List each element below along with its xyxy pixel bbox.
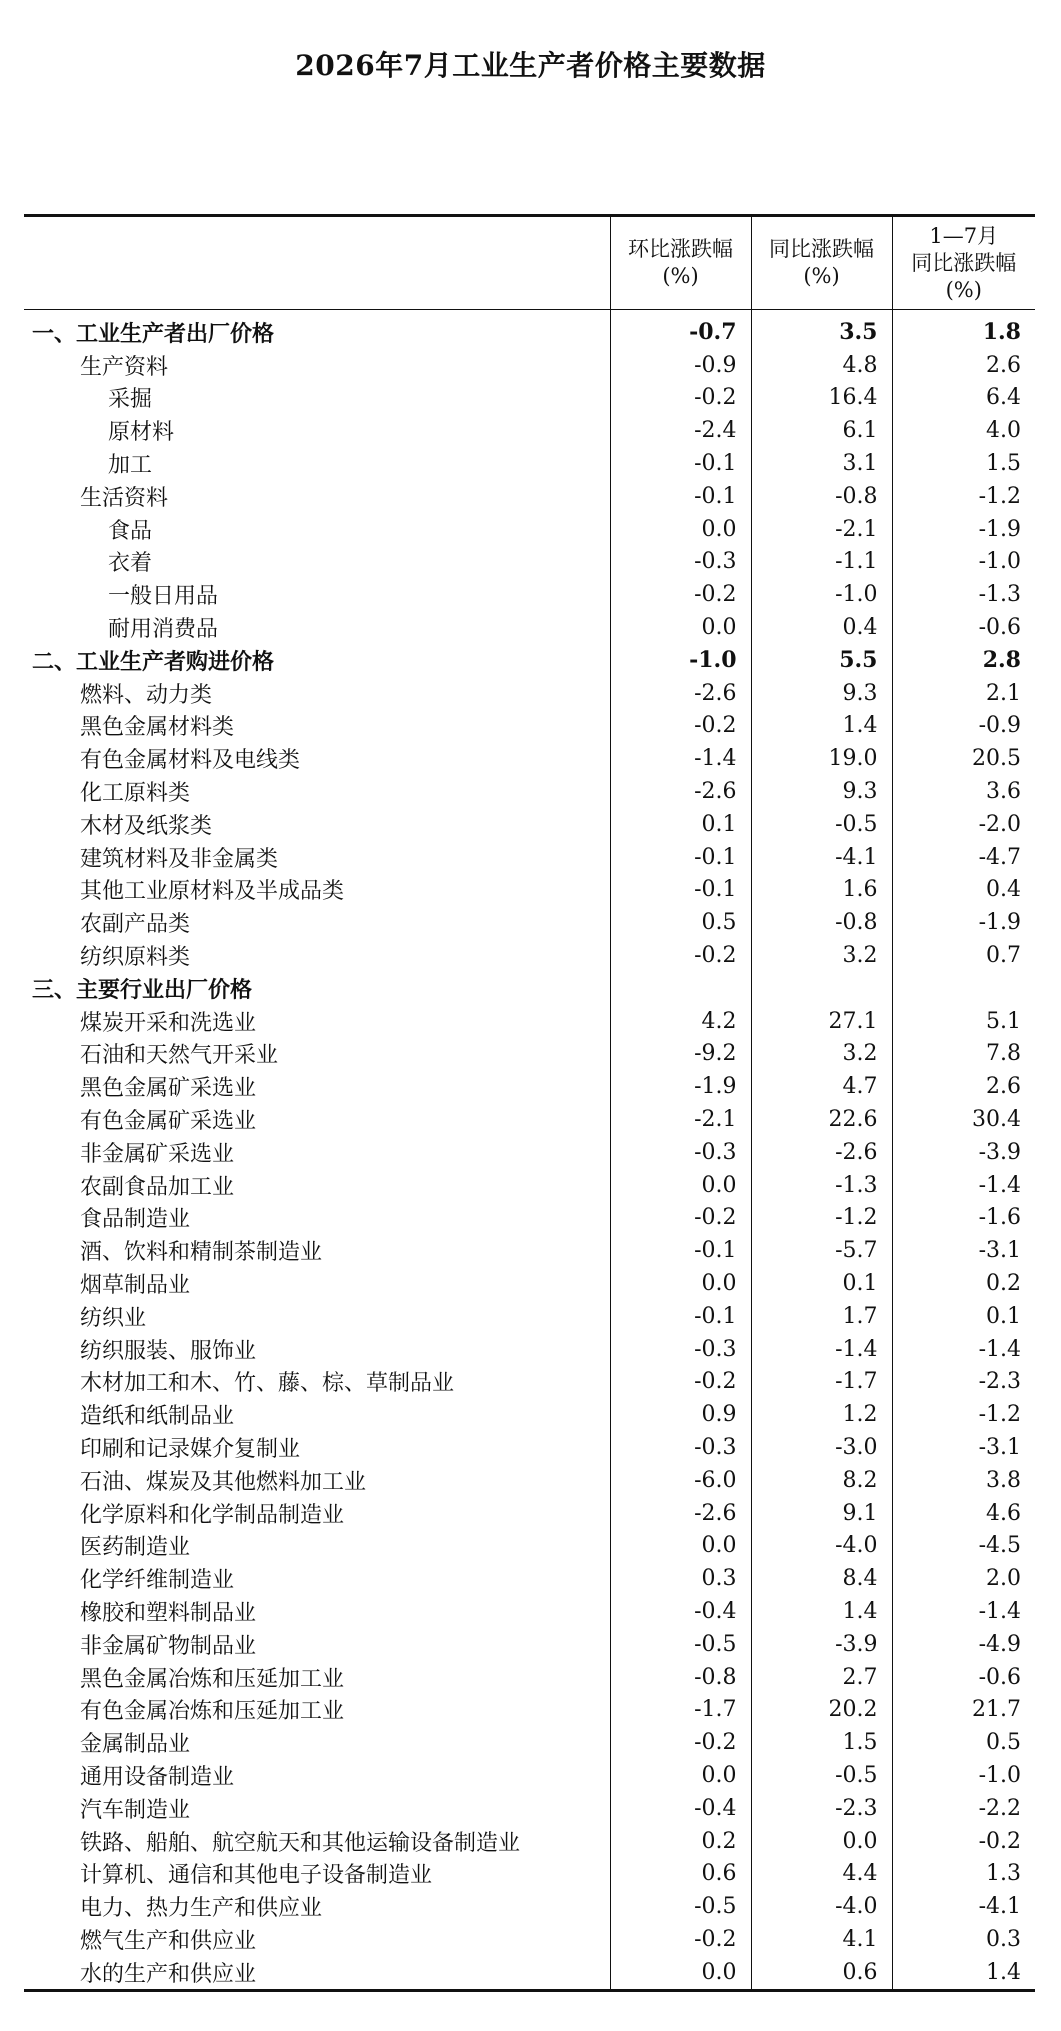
row-label: 农副产品类 (80, 912, 191, 938)
yoy-change-cell: 0.0 (751, 1825, 892, 1858)
row-label: 有色金属矿采选业 (80, 1109, 257, 1135)
header-blank-cell (24, 216, 610, 310)
mom-change-cell: -0.1 (610, 1300, 751, 1333)
ytd-change-cell: -3.1 (892, 1431, 1035, 1464)
ytd-change-cell: 1.8 (892, 310, 1035, 349)
row-label: 建筑材料及非金属类 (80, 846, 279, 872)
yoy-change-cell: -2.6 (751, 1136, 892, 1169)
table-row (24, 1923, 1035, 1956)
table-row (24, 1103, 1035, 1136)
table-row (24, 1857, 1035, 1890)
row-label: 非金属矿采选业 (80, 1141, 235, 1167)
ytd-change-cell: 7.8 (892, 1038, 1035, 1071)
mom-change-cell: -2.6 (610, 1497, 751, 1530)
row-label: 化学纤维制造业 (80, 1568, 235, 1594)
mom-change-cell: -0.2 (610, 578, 751, 611)
row-label: 非金属矿物制品业 (80, 1633, 257, 1659)
table-row (24, 1890, 1035, 1923)
table-row (24, 1726, 1035, 1759)
mom-change-cell: 0.0 (610, 1759, 751, 1792)
header-ytd-label: 同比涨跌幅 (911, 250, 1017, 275)
header-mom-change (610, 216, 751, 310)
yoy-change-cell: 16.4 (751, 382, 892, 415)
mom-change-cell: -1.0 (610, 644, 751, 677)
mom-change-cell: -0.7 (610, 310, 751, 349)
row-label: 有色金属冶炼和压延加工业 (80, 1699, 345, 1725)
ytd-change-cell (892, 972, 1035, 1005)
yoy-change-cell: 3.2 (751, 1038, 892, 1071)
table-row (24, 742, 1035, 775)
ytd-change-cell: -4.1 (892, 1890, 1035, 1923)
header-ytd-change (892, 216, 1035, 310)
ytd-change-cell: 0.4 (892, 874, 1035, 907)
header-ytd-period: 1—7月 (929, 223, 999, 248)
yoy-change-cell: -0.5 (751, 808, 892, 841)
yoy-change-cell: 27.1 (751, 1005, 892, 1038)
mom-change-cell: -0.2 (610, 1726, 751, 1759)
ytd-change-cell: 1.5 (892, 447, 1035, 480)
row-label: 原材料 (108, 420, 175, 446)
ytd-change-cell: 4.6 (892, 1497, 1035, 1530)
table-row (24, 1792, 1035, 1825)
yoy-change-cell: 1.4 (751, 710, 892, 743)
mom-change-cell: -2.1 (610, 1103, 751, 1136)
mom-change-cell: 0.0 (610, 513, 751, 546)
table-row (24, 939, 1035, 972)
row-label: 食品制造业 (80, 1207, 191, 1233)
ytd-change-cell: 2.8 (892, 644, 1035, 677)
mom-change-cell: -0.9 (610, 349, 751, 382)
mom-change-cell: 0.0 (610, 1267, 751, 1300)
ytd-change-cell: -1.2 (892, 1398, 1035, 1431)
table-row (24, 447, 1035, 480)
ytd-change-cell: -3.1 (892, 1234, 1035, 1267)
page-title: 2026年7月工业生产者价格主要数据 (295, 49, 766, 82)
table-row (24, 906, 1035, 939)
mom-change-cell (610, 972, 751, 1005)
yoy-change-cell: 9.3 (751, 775, 892, 808)
ytd-change-cell: 2.0 (892, 1562, 1035, 1595)
ytd-change-cell: -4.7 (892, 841, 1035, 874)
table-row (24, 611, 1035, 644)
ytd-change-cell: 1.4 (892, 1956, 1035, 1990)
yoy-change-cell: 2.7 (751, 1661, 892, 1694)
mom-change-cell: -1.7 (610, 1693, 751, 1726)
yoy-change-cell: 22.6 (751, 1103, 892, 1136)
yoy-change-cell: -0.5 (751, 1759, 892, 1792)
row-label: 计算机、通信和其他电子设备制造业 (80, 1863, 433, 1889)
yoy-change-cell: -4.0 (751, 1529, 892, 1562)
yoy-change-cell: 1.6 (751, 874, 892, 907)
row-label: 煤炭开采和洗选业 (80, 1010, 257, 1036)
mom-change-cell: -6.0 (610, 1464, 751, 1497)
header-yoy-label: 同比涨跌幅 (769, 237, 874, 261)
yoy-change-cell: -2.3 (751, 1792, 892, 1825)
mom-change-cell: -0.3 (610, 1431, 751, 1464)
table-row (24, 1202, 1035, 1235)
mom-change-cell: -0.2 (610, 382, 751, 415)
ytd-change-cell: -1.4 (892, 1169, 1035, 1202)
row-label: 化工原料类 (80, 781, 191, 807)
ytd-change-cell: -2.0 (892, 808, 1035, 841)
table-row (24, 1038, 1035, 1071)
yoy-change-cell: -3.0 (751, 1431, 892, 1464)
mom-change-cell: -0.1 (610, 480, 751, 513)
mom-change-cell: -0.3 (610, 1333, 751, 1366)
row-label: 通用设备制造业 (80, 1764, 235, 1790)
yoy-change-cell: 6.1 (751, 414, 892, 447)
table-row (24, 710, 1035, 743)
ytd-change-cell: 0.5 (892, 1726, 1035, 1759)
row-label: 一般日用品 (108, 584, 219, 610)
ytd-change-cell: 21.7 (892, 1693, 1035, 1726)
ytd-change-cell: -0.6 (892, 611, 1035, 644)
mom-change-cell: -0.1 (610, 874, 751, 907)
ytd-change-cell: 5.1 (892, 1005, 1035, 1038)
table-row (24, 1693, 1035, 1726)
ytd-change-cell: 2.6 (892, 1070, 1035, 1103)
mom-change-cell: 0.6 (610, 1857, 751, 1890)
mom-change-cell: 4.2 (610, 1005, 751, 1038)
yoy-change-cell: 0.1 (751, 1267, 892, 1300)
row-label: 食品 (108, 518, 153, 544)
table-row (24, 480, 1035, 513)
table-row (24, 513, 1035, 546)
table-row (24, 1234, 1035, 1267)
yoy-change-cell: -0.8 (751, 480, 892, 513)
ytd-change-cell: -2.2 (892, 1792, 1035, 1825)
yoy-change-cell: -2.1 (751, 513, 892, 546)
yoy-change-cell: -1.7 (751, 1366, 892, 1399)
mom-change-cell: -0.4 (610, 1792, 751, 1825)
table-row (24, 1136, 1035, 1169)
ytd-change-cell: 2.1 (892, 677, 1035, 710)
ytd-change-cell: -4.5 (892, 1529, 1035, 1562)
table-row (24, 1497, 1035, 1530)
yoy-change-cell: 3.2 (751, 939, 892, 972)
ytd-change-cell: 0.2 (892, 1267, 1035, 1300)
row-label: 汽车制造业 (80, 1797, 191, 1823)
mom-change-cell: -0.8 (610, 1661, 751, 1694)
ytd-change-cell: -3.9 (892, 1136, 1035, 1169)
mom-change-cell: -0.5 (610, 1628, 751, 1661)
table-row (24, 1956, 1035, 1990)
row-label: 石油、煤炭及其他燃料加工业 (80, 1469, 367, 1495)
yoy-change-cell: 8.2 (751, 1464, 892, 1497)
table-row (24, 677, 1035, 710)
ytd-change-cell: -0.2 (892, 1825, 1035, 1858)
ytd-change-cell: -1.0 (892, 1759, 1035, 1792)
yoy-change-cell: -3.9 (751, 1628, 892, 1661)
mom-change-cell: -2.6 (610, 677, 751, 710)
yoy-change-cell: 0.6 (751, 1956, 892, 1990)
yoy-change-cell: 4.7 (751, 1070, 892, 1103)
header-mom-label: 环比涨跌幅 (628, 237, 733, 261)
row-label: 电力、热力生产和供应业 (80, 1896, 323, 1922)
table-row (24, 972, 1035, 1005)
row-label: 加工 (108, 453, 153, 479)
yoy-change-cell: 9.1 (751, 1497, 892, 1530)
yoy-change-cell: -1.1 (751, 546, 892, 579)
ytd-change-cell: 0.7 (892, 939, 1035, 972)
yoy-change-cell: -0.8 (751, 906, 892, 939)
table-row (24, 382, 1035, 415)
ytd-change-cell: -1.4 (892, 1595, 1035, 1628)
yoy-change-cell: -4.1 (751, 841, 892, 874)
row-label: 三、主要行业出厂价格 (32, 976, 253, 1003)
table-row (24, 874, 1035, 907)
row-label: 酒、饮料和精制茶制造业 (80, 1240, 323, 1266)
row-label: 黑色金属冶炼和压延加工业 (80, 1666, 345, 1692)
ytd-change-cell: -1.4 (892, 1333, 1035, 1366)
yoy-change-cell: 4.1 (751, 1923, 892, 1956)
row-label: 采掘 (108, 387, 153, 413)
mom-change-cell: -0.1 (610, 841, 751, 874)
row-label: 造纸和纸制品业 (80, 1404, 235, 1430)
ytd-change-cell: -1.9 (892, 513, 1035, 546)
row-label: 耐用消费品 (108, 617, 219, 643)
header-yoy-unit: (%) (803, 264, 840, 288)
yoy-change-cell: 1.2 (751, 1398, 892, 1431)
yoy-change-cell: -1.0 (751, 578, 892, 611)
ytd-change-cell: -1.2 (892, 480, 1035, 513)
table-row (24, 1398, 1035, 1431)
ytd-change-cell: 30.4 (892, 1103, 1035, 1136)
ytd-change-cell: -0.9 (892, 710, 1035, 743)
row-label: 农副食品加工业 (80, 1174, 235, 1200)
row-label: 黑色金属材料类 (80, 715, 235, 741)
yoy-change-cell: -1.2 (751, 1202, 892, 1235)
ytd-change-cell: 0.1 (892, 1300, 1035, 1333)
ytd-change-cell: -1.6 (892, 1202, 1035, 1235)
row-label: 一、工业生产者出厂价格 (32, 320, 275, 347)
mom-change-cell: -0.2 (610, 1366, 751, 1399)
row-label: 纺织业 (80, 1305, 147, 1331)
row-label: 医药制造业 (80, 1535, 191, 1561)
ytd-change-cell: -1.9 (892, 906, 1035, 939)
yoy-change-cell: 4.8 (751, 349, 892, 382)
table-row (24, 808, 1035, 841)
table-row (24, 1595, 1035, 1628)
ytd-change-cell: -1.3 (892, 578, 1035, 611)
row-label: 木材加工和木、竹、藤、棕、草制品业 (80, 1371, 455, 1397)
mom-change-cell: 0.0 (610, 1956, 751, 1990)
mom-change-cell: -0.1 (610, 447, 751, 480)
ytd-change-cell: 6.4 (892, 382, 1035, 415)
yoy-change-cell: 1.5 (751, 1726, 892, 1759)
table-row (24, 310, 1035, 349)
mom-change-cell: -0.2 (610, 710, 751, 743)
table-row (24, 1759, 1035, 1792)
mom-change-cell: -0.2 (610, 1202, 751, 1235)
ytd-change-cell: 20.5 (892, 742, 1035, 775)
mom-change-cell: -9.2 (610, 1038, 751, 1071)
table-row (24, 546, 1035, 579)
mom-change-cell: -0.2 (610, 939, 751, 972)
table-row (24, 1070, 1035, 1103)
mom-change-cell: 0.1 (610, 808, 751, 841)
mom-change-cell: 0.5 (610, 906, 751, 939)
ytd-change-cell: 2.6 (892, 349, 1035, 382)
mom-change-cell: 0.0 (610, 611, 751, 644)
ytd-change-cell: -2.3 (892, 1366, 1035, 1399)
yoy-change-cell: 4.4 (751, 1857, 892, 1890)
table-row (24, 578, 1035, 611)
yoy-change-cell: 8.4 (751, 1562, 892, 1595)
yoy-change-cell: -1.4 (751, 1333, 892, 1366)
mom-change-cell: -0.5 (610, 1890, 751, 1923)
table-row (24, 1333, 1035, 1366)
mom-change-cell: -2.6 (610, 775, 751, 808)
yoy-change-cell: 20.2 (751, 1693, 892, 1726)
table-row (24, 841, 1035, 874)
row-label: 化学原料和化学制品制造业 (80, 1502, 345, 1528)
table-row (24, 1562, 1035, 1595)
yoy-change-cell: 0.4 (751, 611, 892, 644)
row-label: 金属制品业 (80, 1732, 191, 1758)
table-row (24, 775, 1035, 808)
row-label: 二、工业生产者购进价格 (32, 648, 275, 675)
mom-change-cell: 0.0 (610, 1169, 751, 1202)
row-label: 其他工业原材料及半成品类 (80, 879, 345, 905)
row-label: 黑色金属矿采选业 (80, 1076, 257, 1102)
table-row (24, 1366, 1035, 1399)
row-label: 印刷和记录媒介复制业 (80, 1436, 301, 1462)
row-label: 纺织服装、服饰业 (80, 1338, 257, 1364)
ytd-change-cell: 1.3 (892, 1857, 1035, 1890)
mom-change-cell: 0.0 (610, 1529, 751, 1562)
mom-change-cell: -0.3 (610, 1136, 751, 1169)
table-header-row (24, 216, 1035, 310)
yoy-change-cell: 9.3 (751, 677, 892, 710)
row-label: 生活资料 (80, 485, 169, 511)
mom-change-cell: 0.3 (610, 1562, 751, 1595)
yoy-change-cell (751, 972, 892, 1005)
row-label: 衣着 (108, 551, 153, 577)
yoy-change-cell: 1.4 (751, 1595, 892, 1628)
table-row (24, 1431, 1035, 1464)
table-row (24, 1464, 1035, 1497)
yoy-change-cell: -5.7 (751, 1234, 892, 1267)
header-yoy-change (751, 216, 892, 310)
table-row (24, 1169, 1035, 1202)
table-row (24, 1005, 1035, 1038)
table-body (24, 310, 1035, 1991)
ytd-change-cell: 4.0 (892, 414, 1035, 447)
yoy-change-cell: -1.3 (751, 1169, 892, 1202)
row-label: 生产资料 (80, 354, 169, 380)
yoy-change-cell: 3.1 (751, 447, 892, 480)
mom-change-cell: 0.2 (610, 1825, 751, 1858)
header-mom-unit: (%) (662, 264, 699, 288)
ytd-change-cell: 0.3 (892, 1923, 1035, 1956)
row-label: 燃气生产和供应业 (80, 1928, 257, 1954)
mom-change-cell: -1.9 (610, 1070, 751, 1103)
row-label: 铁路、船舶、航空航天和其他运输设备制造业 (80, 1830, 521, 1856)
yoy-change-cell: 5.5 (751, 644, 892, 677)
header-ytd-unit: (%) (945, 277, 982, 302)
yoy-change-cell: 19.0 (751, 742, 892, 775)
row-label: 木材及纸浆类 (80, 813, 213, 839)
table-row (24, 414, 1035, 447)
row-label: 橡胶和塑料制品业 (80, 1600, 257, 1626)
row-label: 烟草制品业 (80, 1273, 191, 1298)
ytd-change-cell: 3.8 (892, 1464, 1035, 1497)
table-row (24, 1267, 1035, 1300)
ytd-change-cell: 3.6 (892, 775, 1035, 808)
yoy-change-cell: 3.5 (751, 310, 892, 349)
mom-change-cell: 0.9 (610, 1398, 751, 1431)
row-label: 有色金属材料及电线类 (80, 748, 301, 774)
price-data-table (24, 214, 1035, 1992)
table-row (24, 1825, 1035, 1858)
mom-change-cell: -0.1 (610, 1234, 751, 1267)
mom-change-cell: -1.4 (610, 742, 751, 775)
ytd-change-cell: -1.0 (892, 546, 1035, 579)
table-row (24, 1529, 1035, 1562)
yoy-change-cell: -4.0 (751, 1890, 892, 1923)
row-label: 燃料、动力类 (80, 682, 213, 708)
mom-change-cell: -2.4 (610, 414, 751, 447)
row-label: 水的生产和供应业 (80, 1961, 257, 1987)
table-row (24, 644, 1035, 677)
row-label: 石油和天然气开采业 (80, 1043, 279, 1069)
table-row (24, 1628, 1035, 1661)
mom-change-cell: -0.2 (610, 1923, 751, 1956)
row-label: 纺织原料类 (80, 945, 191, 971)
mom-change-cell: -0.3 (610, 546, 751, 579)
table-row (24, 1300, 1035, 1333)
ytd-change-cell: -4.9 (892, 1628, 1035, 1661)
mom-change-cell: -0.4 (610, 1595, 751, 1628)
table-row (24, 349, 1035, 382)
ytd-change-cell: -0.6 (892, 1661, 1035, 1694)
yoy-change-cell: 1.7 (751, 1300, 892, 1333)
table-row (24, 1661, 1035, 1694)
